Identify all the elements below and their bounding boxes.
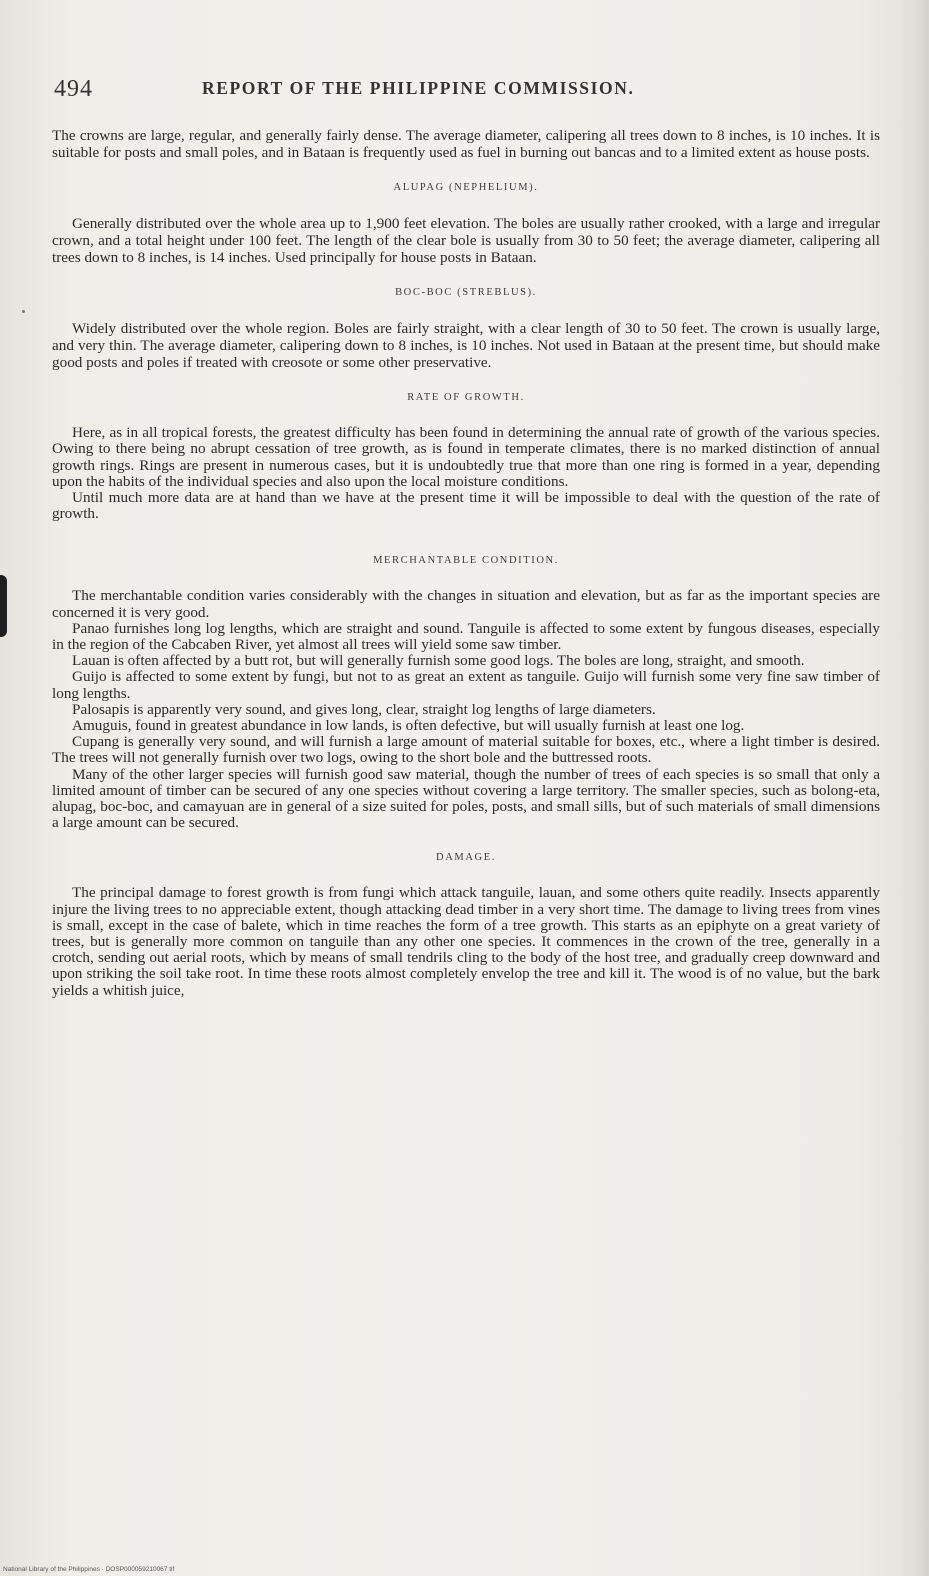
page-number: 494 (54, 76, 93, 102)
merchantable-paragraph-1: The merchantable condition varies considerably with the changes in situation and elevation, but as far as the important species are concerned it is very good. (52, 587, 880, 621)
page-edge-shadow (901, 0, 929, 1576)
page-body (52, 128, 880, 999)
damage-paragraph: The principal damage to forest growth is from fungi which attack tanguile, lauan, and some others quite readily. Insects apparently injure the living trees to no appreciable extent, though attacking dead timber in a very short time. The damage to living trees from vines is small, except in the case of balete, which in time reaches the form of a tree growth. This starts as an epiphyte on a great variety of trees, but is generally more common on tanguile than any other one species. It commences in the crown of the tree, generally in a crotch, sending out aerial roots, which by means of small tendrils cling to the body of the host tree, and gradually creep downward and upon striking the soil take root. In time these roots almost completely envelop the tree and kill it. The wood is of no value, but the bark yields a whitish juice, (52, 884, 880, 999)
alupag-paragraph: Generally distributed over the whole area up to 1,900 feet elevation. The boles are usually rather crooked, with a large and irregular crown, and a total height under 100 feet. The length of the clear bole is usually from 30 to 50 feet; the average diameter, calipering all trees down to 8 inches, is 14 inches. Used principally for house posts in Bataan. (52, 215, 880, 267)
merchantable-paragraph-3: Lauan is often affected by a butt rot, but will generally furnish some good logs. The boles are long, straight, and smooth. (72, 652, 805, 670)
section-heading-damage: DAMAGE. (436, 852, 496, 864)
merchantable-paragraph-4: Guijo is affected to some extent by fungi, but not to as great an extent as tanguile. Guijo will furnish some very fine saw timber of long lengths. (52, 668, 880, 702)
section-heading-rate-of-growth: RATE OF GROWTH. (407, 392, 525, 404)
section-heading-alupag: ALUPAG (NEPHELIUM). (393, 182, 539, 194)
merchantable-paragraph-6: Amuguis, found in greatest abundance in low lands, is often defective, but will usually furnish at least one log. (72, 717, 745, 735)
speck-mark (22, 310, 25, 313)
merchantable-paragraph-2: Panao furnishes long log lengths, which are straight and sound. Tanguile is affected to some extent by fungous diseases, especially in the region of the Cabcaben River, yet almost all trees will yield some saw timber. (52, 619, 880, 654)
scan-credit: National Library of the Philippines · DOSP000059210067 tif (3, 1566, 175, 1573)
rate-paragraph-2: Until much more data are at hand than we have at the present time it will be impossible to deal with the question of the rate of growth. (52, 489, 880, 523)
running-title: REPORT OF THE PHILIPPINE COMMISSION. (202, 78, 635, 98)
binding-blot (0, 575, 7, 637)
merchantable-paragraph-8: Many of the other larger species will furnish good saw material, though the number of trees of each species is so small that only a limited amount of timber can be secured of any one species without covering a large territory. The smaller species, such as bolong-eta, alupag, boc-boc, and camayuan are in general of a size suited for poles, posts, and small sills, but of such materials of small dimensions a large amount can be secured. (52, 765, 880, 832)
merchantable-paragraph-5: Palosapis is apparently very sound, and gives long, clear, straight log lengths of large diameters. (72, 700, 656, 718)
rate-paragraph-1: Here, as in all tropical forests, the greatest difficulty has been found in determining the annual rate of growth of the various species. Owing to there being no abrupt cessation of tree growth, as is found in temperate climates, there is no marked distinction of annual growth rings. Rings are present in numerous cases, but it is undoubtedly true that more than one ring is formed in a year, depending upon the habits of the individual species and also upon the local moisture conditions. (52, 424, 880, 490)
section-heading-bocboc: BOC-BOC (STREBLUS). (395, 287, 537, 299)
intro-paragraph: The crowns are large, regular, and generally fairly dense. The average diameter, calipering all trees down to 8 inches, is 10 inches. It is suitable for posts and small poles, and in Bataan is frequently used as fuel in burning out bancas and to a limited extent as house posts. (52, 127, 880, 161)
merchantable-paragraph-7: Cupang is generally very sound, and will furnish a large amount of material suitable for boxes, etc., where a light timber is desired. The trees will not generally furnish over two logs, owing to the short bole and the buttressed roots. (52, 733, 880, 767)
page-header (54, 76, 884, 106)
section-heading-merchantable: MERCHANTABLE CONDITION. (373, 555, 559, 567)
bocboc-paragraph: Widely distributed over the whole region. Boles are fairly straight, with a clear length of 30 to 50 feet. The crown is usually large, and very thin. The average diameter, calipering down to 8 inches, is 10 inches. Not used in Bataan at the present time, but should make good posts and poles if treated with creosote or some other preservative. (52, 320, 880, 372)
